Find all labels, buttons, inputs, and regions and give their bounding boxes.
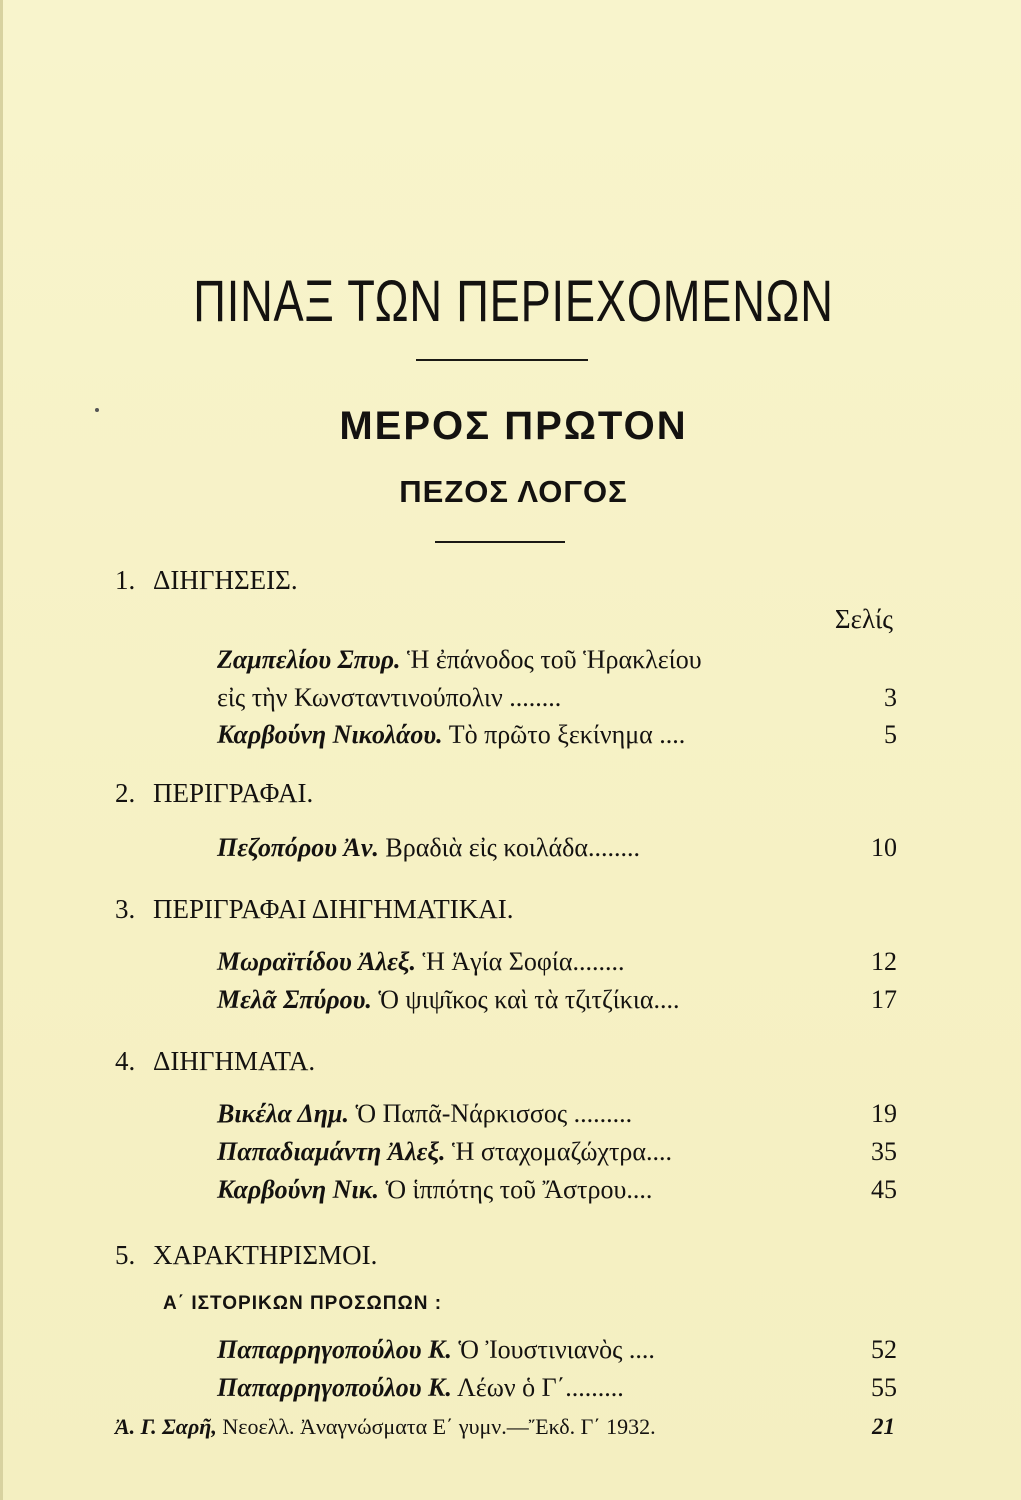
toc-entry	[217, 1369, 897, 1407]
entry-title: Βραδιὰ εἰς κοιλάδα........	[385, 833, 641, 862]
page-title: ΠΙΝΑΞ ΤΩΝ ΠΕΡΙΕΧΟΜΕΝΩΝ	[193, 269, 834, 334]
toc-entry	[217, 641, 897, 717]
entry-title: Ὁ Ἰουστινιανὸς ....	[458, 1335, 655, 1364]
entry-title: Ἡ ἐπάνοδος τοῦ Ἡρακλείου	[407, 645, 702, 674]
entry-page: 55	[871, 1373, 897, 1402]
section-heading	[115, 778, 313, 809]
entry-page: 5	[884, 720, 897, 749]
subtitle: ΠΕΖΟΣ ΛΟΓΟΣ	[399, 474, 628, 509]
subtitle-rule	[435, 541, 565, 543]
subsection-heading: Α΄ ΙΣΤΟΡΙΚΩΝ ΠΡΟΣΩΠΩΝ :	[163, 1293, 443, 1314]
section-heading	[115, 894, 513, 925]
entry-author: Καρβούνη Νικ.	[217, 1175, 379, 1204]
entry-author: Ζαμπελίου Σπυρ.	[217, 645, 401, 674]
toc-entry	[217, 1331, 897, 1369]
toc-entry	[217, 829, 897, 867]
entry-page: 12	[871, 947, 897, 976]
section-number: 2.	[115, 778, 136, 808]
section-heading	[115, 1046, 315, 1077]
entry-page: 45	[871, 1175, 897, 1204]
toc-entry	[217, 1095, 897, 1133]
page-column-header: Σελίς	[834, 604, 893, 634]
section-label: ΧΑΡΑΚΤΗΡΙΣΜΟΙ.	[153, 1240, 378, 1270]
section-number: 5.	[115, 1240, 136, 1270]
section-number: 3.	[115, 894, 136, 924]
entry-title: Ὁ ἱππότης τοῦ Ἄστρου....	[385, 1175, 653, 1204]
entry-page: 52	[871, 1335, 897, 1364]
entry-page: 35	[871, 1137, 897, 1166]
footer-author: Ἀ. Γ. Σαρῆ,	[115, 1414, 217, 1439]
entry-title: Ὁ Παπᾶ-Νάρκισσος .........	[355, 1099, 633, 1128]
entry-title: Ἡ Ἁγία Σοφία........	[422, 947, 625, 976]
toc-entry	[217, 943, 897, 981]
entry-author: Μωραϊτίδου Ἀλεξ.	[217, 947, 416, 976]
entry-author: Παπαδιαμάντη Ἀλεξ.	[217, 1137, 446, 1166]
section-label: ΠΕΡΙΓΡΑΦΑΙ ΔΙΗΓΗΜΑΤΙΚΑΙ.	[153, 894, 514, 924]
entry-title-continued: εἰς τὴν Κωνσταντινούπολιν ........	[217, 683, 562, 712]
section-number: 1.	[115, 565, 136, 595]
footer-page-number: 21	[872, 1414, 895, 1439]
entry-author: Παπαρρηγοπούλου Κ.	[217, 1335, 452, 1364]
entry-page: 3	[884, 683, 897, 712]
section-label: ΔΙΗΓΗΣΕΙΣ.	[153, 565, 298, 595]
entry-author: Πεζοπόρου Ἀν.	[217, 833, 379, 862]
toc-entry	[217, 716, 897, 754]
entry-author: Βικέλα Δημ.	[217, 1099, 349, 1128]
section-heading	[115, 565, 298, 596]
entry-page: 19	[871, 1099, 897, 1128]
entry-author: Καρβούνη Νικολάου.	[217, 720, 443, 749]
part-title: ΜΕΡΟΣ ΠΡΩΤΟΝ	[339, 404, 688, 448]
entry-page: 10	[871, 833, 897, 862]
footer-text: Νεοελλ. Ἀναγνώσματα Ε΄ γυμν.—Ἔκδ. Γ΄ 1932.	[222, 1414, 656, 1439]
entry-title: Ὁ ψιψῖκος καὶ τὰ τζιτζίκια....	[378, 985, 680, 1014]
section-label: ΠΕΡΙΓΡΑΦΑΙ.	[153, 778, 314, 808]
page-footer	[115, 1414, 895, 1440]
entry-page: 17	[871, 985, 897, 1014]
section-number: 4.	[115, 1046, 136, 1076]
entry-author: Παπαρρηγοπούλου Κ.	[217, 1373, 452, 1402]
section-heading	[115, 1240, 377, 1271]
entry-title: Τὸ πρῶτο ξεκίνημα ....	[448, 720, 686, 749]
entry-title: Ἡ σταχομαζώχτρα....	[452, 1137, 673, 1166]
toc-entry	[217, 1133, 897, 1171]
entry-title: Λέων ὁ Γ΄.........	[456, 1373, 624, 1402]
section-label: ΔΙΗΓΗΜΑΤΑ.	[153, 1046, 316, 1076]
toc-entry	[217, 1171, 897, 1209]
toc-entry	[217, 981, 897, 1019]
entry-author: Μελᾶ Σπύρου.	[217, 985, 372, 1014]
title-rule	[416, 359, 588, 361]
